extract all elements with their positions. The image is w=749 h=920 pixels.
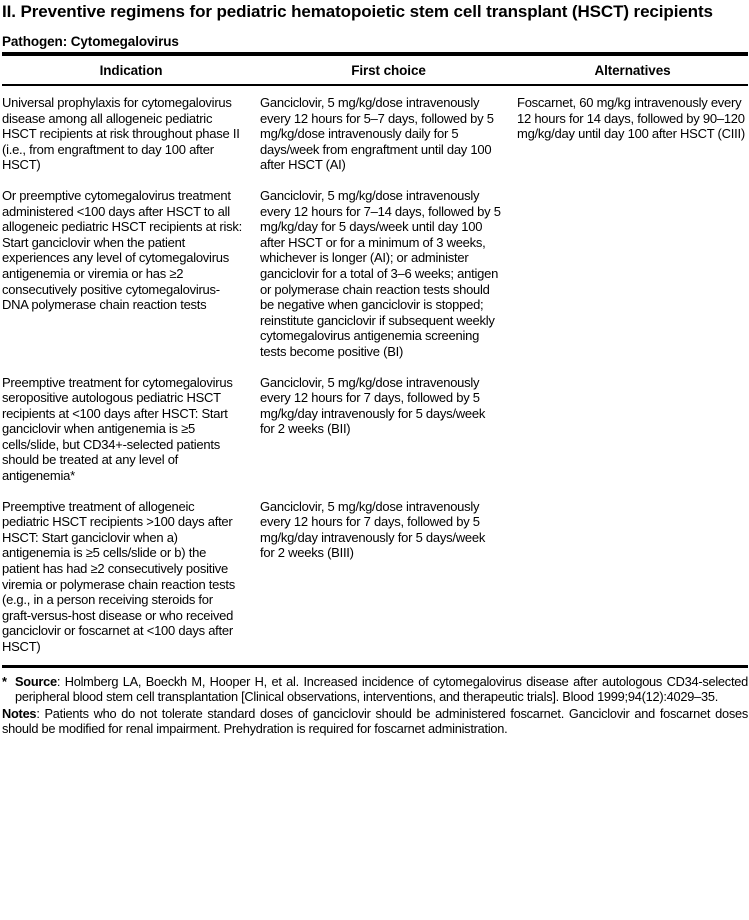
table-row [2, 375, 748, 484]
column-header-alternatives: Alternatives [594, 63, 671, 78]
table-row [2, 499, 748, 655]
source-footnote [2, 674, 748, 704]
cell-first-choice: Ganciclovir, 5 mg/kg/dose intravenously every 12 hours for 7 days, followed by 5 mg/kg/day intravenously for 5 days/week for 2 weeks (BII) [260, 374, 486, 437]
cell-indication: Or preemptive cytomegalovirus treatment administered <100 days after HSCT to all allogeneic pediatric HSCT recipients at risk: Start ganciclovir when the patient experiences any level of cytomegalovirus antigenemia or viremia or has ≥2 consecutively positive cytomegalovirus-DNA polymerase chain reaction tests [2, 187, 242, 313]
cell-first-choice: Ganciclovir, 5 mg/kg/dose intravenously every 12 hours for 7 days, followed by 5 mg/kg/day intravenously for 5 days/week for 2 weeks (BIII) [260, 498, 486, 561]
footnotes [2, 674, 748, 737]
cell-alternatives [517, 375, 748, 484]
notes-footnote [2, 706, 748, 736]
notes-label: Notes [2, 706, 37, 721]
pathogen-label: Pathogen: Cytomegalovirus [2, 34, 748, 56]
cell-first-choice: Ganciclovir, 5 mg/kg/dose intravenously every 12 hours for 5–7 days, followed by 5 mg/kg/dose intravenously daily for 5 days/week from engraftment until day 100 after HSCT (AI) [260, 95, 494, 173]
table-header-row [2, 56, 748, 86]
cell-indication: Preemptive treatment of allogeneic pediatric HSCT recipients >100 days after HSCT: Start ganciclovir when a) antigenemia is ≥5 cells/slide or b) the patient has had ≥2 consecutively positive viremia or polymerase chain reaction tests (e.g., in a person receiving steroids for graft-versus-host disease or who received ganciclovir or foscarnet at <100 days after HSCT) [2, 498, 235, 654]
table-body [2, 86, 748, 668]
column-header-indication: Indication [99, 63, 163, 78]
cell-first-choice: Ganciclovir, 5 mg/kg/dose intravenously every 12 hours for 7–14 days, followed by 5 mg/kg/day for 5 days/week until day 100 after HSCT or for a minimum of 3 weeks, whichever is longer (AI); or administer ganciclovir for a total of 3–6 weeks; antigen or polymerase chain reaction tests should be negative when ganciclovir is stopped; reinstitute ganciclovir if subsequent weekly cytomegalovirus antigenemia screening tests become positive (BI) [260, 187, 501, 359]
table-row [2, 95, 748, 173]
cell-alternatives [517, 188, 748, 360]
notes-body: : Patients who do not tolerate standard doses of ganciclovir should be administered foscarnet. Ganciclovir and foscarnet doses should be modified for renal impairment. Prehydration is required for foscarnet administration. [2, 706, 748, 737]
source-footnote-text [15, 674, 748, 704]
source-label: Source [15, 673, 57, 689]
source-body: : Holmberg LA, Boeckh M, Hooper H, et al. Increased incidence of cytomegalovirus disease after autologous CD34-selected peripheral blood stem cell transplantation [Clinical observations, interventions, and therapeutic trials]. Blood 1999;94(12):4029–35. [15, 673, 748, 704]
page-title: II. Preventive regimens for pediatric hematopoietic stem cell transplant (HSCT) recipients [2, 2, 713, 21]
cell-alternatives [517, 499, 748, 655]
cell-alternatives: Foscarnet, 60 mg/kg intravenously every 12 hours for 14 days, followed by 90–120 mg/kg/day until day 100 after HSCT (CIII) [517, 95, 745, 142]
column-header-first-choice: First choice [351, 63, 426, 78]
table-row [2, 188, 748, 360]
cell-indication: Preemptive treatment for cytomegalovirus seropositive autologous pediatric HSCT recipients at <100 days after HSCT: Start ganciclovir when antigenemia is ≥5 cells/slide, but CD34+-selected patients should be treated at any level of antigenemia* [2, 374, 233, 484]
asterisk-marker: * [2, 673, 7, 689]
cell-indication: Universal prophylaxis for cytomegalovirus disease among all allogeneic pediatric HSCT recipients at risk throughout phase II (i.e., from engraftment to day 100 after HSCT) [2, 95, 240, 173]
